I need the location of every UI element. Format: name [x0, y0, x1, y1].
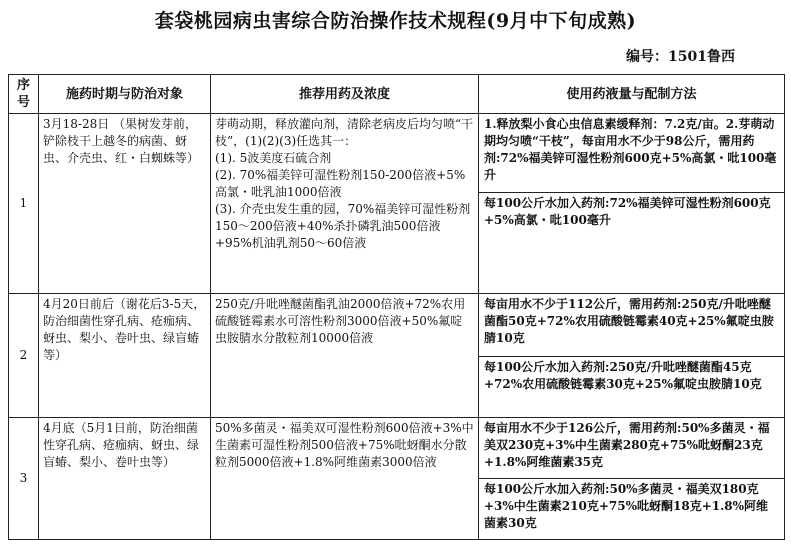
row-recommend — [211, 114, 479, 294]
row-seq: 2 — [9, 294, 39, 418]
recommend-line: (2). 70%福美锌可湿性粉剂150-200倍液+5%高氯・吡乳油1000倍液 — [215, 168, 466, 199]
row-dosage — [479, 114, 785, 294]
recommend-line: (1). 5波美度石硫合剂 — [215, 151, 332, 165]
table-row — [9, 294, 785, 418]
row-dosage — [479, 294, 785, 418]
row-recommend — [211, 294, 479, 418]
dosage-per-mu: 1.释放梨小食心虫信息素缓释剂：7.2克/亩。2.芽萌动期均匀喷“干枝”，每亩用水不少于98公斤，需用药剂:72%福美锌可湿性粉剂600克+5%高氯・吡100毫升 — [484, 117, 777, 182]
row-timing: 4月底（5月1日前，防治细菌性穿孔病、疮痂病、蚜虫、绿盲蝽、梨小、卷叶虫等） — [39, 418, 211, 540]
recommend-line: (3). 介壳虫发生重的园，70%福美锌可湿性粉剂150～200倍液+40%杀扑磷乳油500倍液+95%机油乳剂50～60倍液 — [215, 202, 471, 250]
row-dosage — [479, 418, 785, 540]
document-number: 编号：1501鲁西 — [626, 49, 735, 65]
header-recommend: 推荐用药及浓度 — [211, 75, 479, 114]
table-header-row — [9, 75, 785, 114]
table-row — [9, 418, 785, 540]
spray-schedule-table — [8, 74, 785, 540]
document-title: 套袋桃园病虫害综合防治操作技术规程(9月中下旬成熟) — [154, 10, 637, 32]
dosage-per-100kg: 每100公斤水加入药剂:72%福美锌可湿性粉剂600克+5%高氯・吡100毫升 — [479, 192, 784, 231]
dosage-per-100kg: 每100公斤水加入药剂:250克/升吡唑醚菌酯45克+72%农用硫酸链霉素30克+25%氟啶虫胺腈10克 — [479, 356, 784, 395]
row-timing: 4月20日前后（谢花后3-5天，防治细菌性穿孔病、疮痂病、蚜虫、梨小、卷叶虫、绿盲蝽等） — [39, 294, 211, 418]
recommend-line: 芽萌动期，释放灌向剂，清除老病皮后均匀喷“干枝”，(1)(2)(3)任选其一： — [215, 117, 474, 148]
dosage-per-100kg: 每100公斤水加入药剂:50%多菌灵・福美双180克+3%中生菌素210克+75%吡蚜酮18克+1.8%阿维菌素30克 — [479, 478, 784, 534]
recommend-line: 50%多菌灵・福美双可湿性粉剂600倍液+3%中生菌素可湿性粉剂500倍液+75%吡蚜酮水分散粒剂5000倍液+1.8%阿维菌素3000倍液 — [215, 421, 474, 469]
header-dosage: 使用药液量与配制方法 — [479, 75, 785, 114]
row-timing: 3月18-28日 （果树发芽前，铲除枝干上越冬的病菌、蚜虫、介壳虫、红・白蜘蛛等） — [39, 114, 211, 294]
dosage-per-mu: 每亩用水不少于126公斤，需用药剂:50%多菌灵・福美双230克+3%中生菌素280克+75%吡蚜酮23克+1.8%阿维菌素35克 — [484, 421, 770, 469]
row-recommend — [211, 418, 479, 540]
row-seq: 3 — [9, 418, 39, 540]
recommend-line: 250克/升吡唑醚菌酯乳油2000倍液+72%农用硫酸链霉素水可溶性粉剂3000倍液+50%氟啶虫胺腈水分散粒剂10000倍液 — [215, 297, 466, 345]
header-seq: 序号 — [9, 75, 39, 114]
header-timing: 施药时期与防治对象 — [39, 75, 211, 114]
table-row — [9, 114, 785, 294]
row-seq: 1 — [9, 114, 39, 294]
dosage-per-mu: 每亩用水不少于112公斤，需用药剂:250克/升吡唑醚菌酯50克+72%农用硫酸链霉素40克+25%氟啶虫胺腈10克 — [484, 297, 774, 345]
